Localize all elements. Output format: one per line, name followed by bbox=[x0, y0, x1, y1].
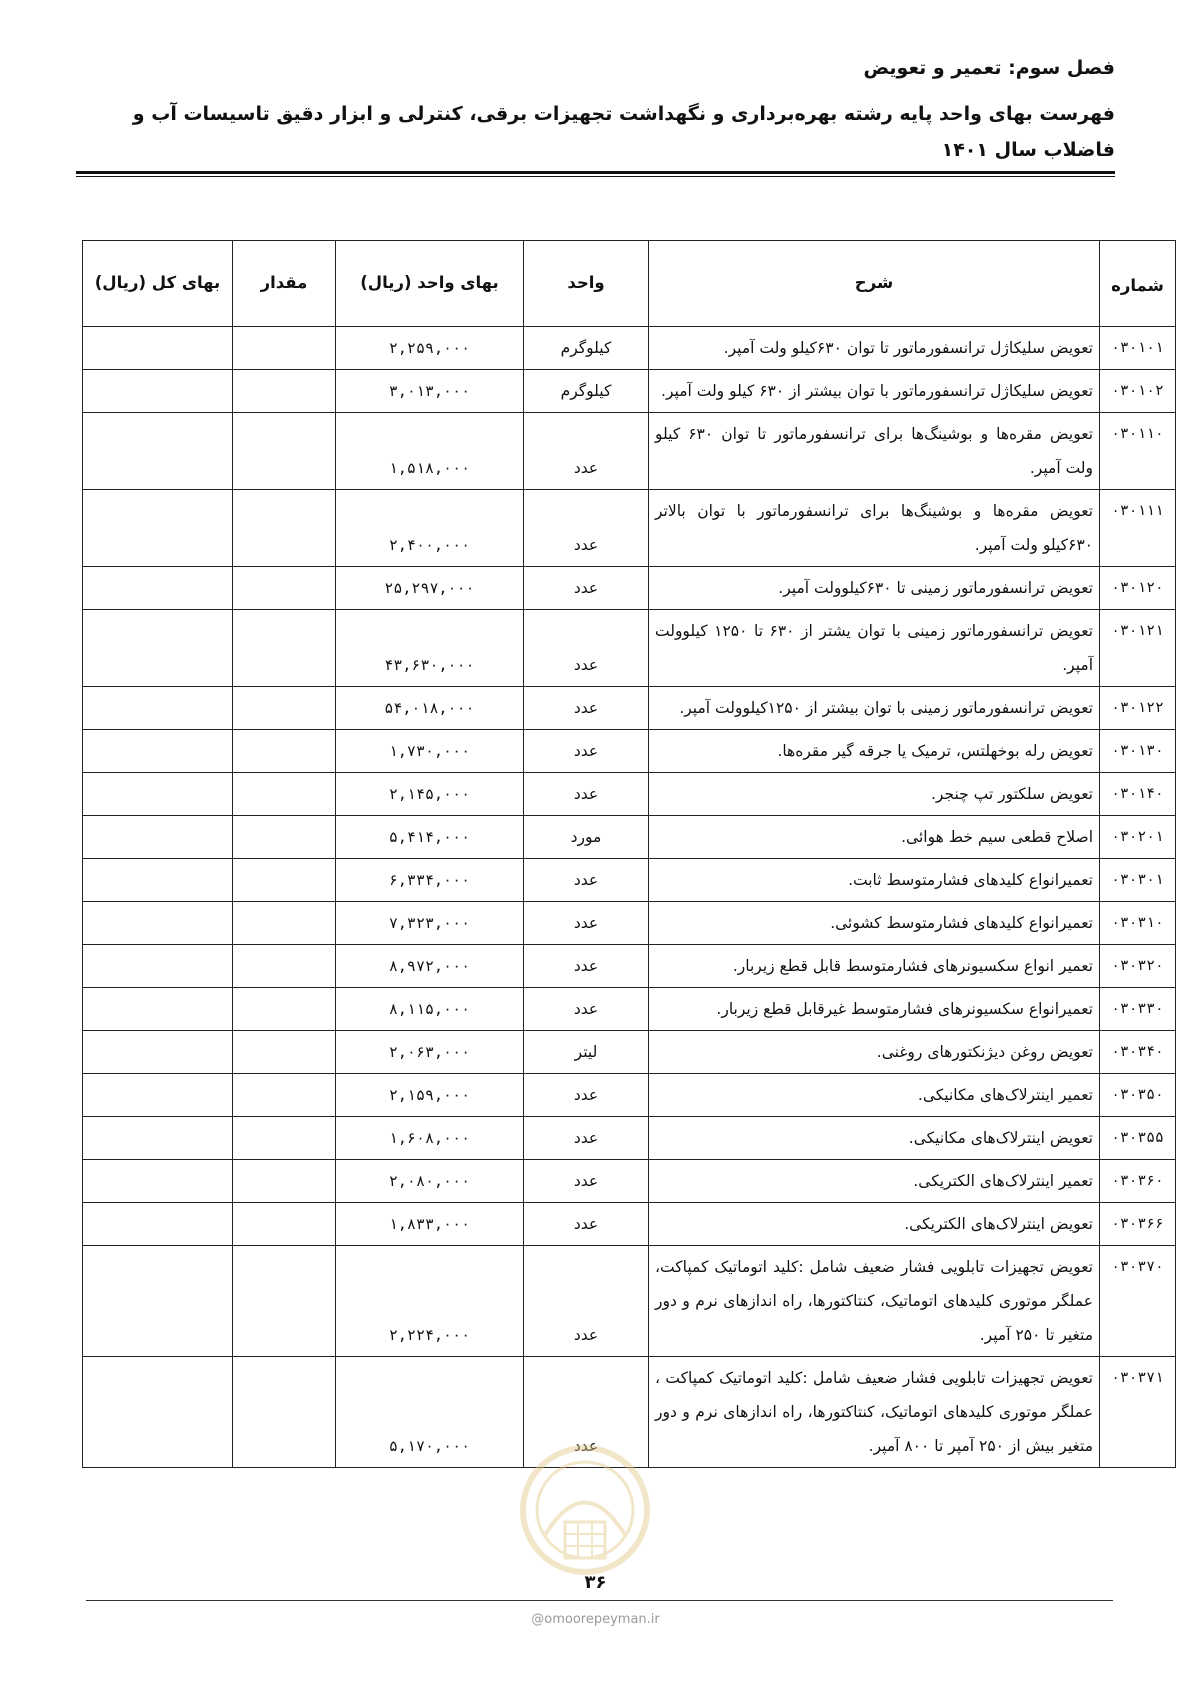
cell-description: تعویض سلیکاژل ترانسفورماتور با توان بیشتر از ۶۳۰ کیلو ولت آمپر. bbox=[649, 370, 1100, 413]
cell-unit: عدد bbox=[524, 945, 649, 988]
header-rule-thin bbox=[76, 176, 1115, 177]
cell-quantity bbox=[233, 730, 336, 773]
cell-total-price bbox=[83, 1031, 233, 1074]
cell-description: تعویض اینترلاک‌های مکانیکی. bbox=[649, 1117, 1100, 1160]
table-row bbox=[83, 1117, 1176, 1160]
cell-description: تعویض روغن دیژنکتورهای روغنی. bbox=[649, 1031, 1100, 1074]
cell-quantity bbox=[233, 1246, 336, 1357]
table-row bbox=[83, 370, 1176, 413]
cell-unit-price: ۲,۰۸۰,۰۰۰ bbox=[336, 1160, 524, 1203]
cell-total-price bbox=[83, 1074, 233, 1117]
cell-code: ۰۳۰۳۶۰ bbox=[1100, 1160, 1176, 1203]
seal-logo-icon bbox=[515, 1440, 655, 1590]
cell-quantity bbox=[233, 1357, 336, 1468]
cell-description: تعویض اینترلاک‌های الکتریکی. bbox=[649, 1203, 1100, 1246]
cell-unit-price: ۶,۳۳۴,۰۰۰ bbox=[336, 859, 524, 902]
cell-quantity bbox=[233, 859, 336, 902]
cell-description: تعویض ترانسفورماتور زمینی تا ۶۳۰کیلوولت آمپر. bbox=[649, 567, 1100, 610]
cell-unit-price: ۲۵,۲۹۷,۰۰۰ bbox=[336, 567, 524, 610]
table-row bbox=[83, 902, 1176, 945]
cell-total-price bbox=[83, 413, 233, 490]
cell-code: ۰۳۰۳۴۰ bbox=[1100, 1031, 1176, 1074]
header-rule-thick bbox=[76, 171, 1115, 174]
cell-description: تعویض ترانسفورماتور زمینی با توان بیشتر از ۱۲۵۰کیلوولت آمپر. bbox=[649, 687, 1100, 730]
cell-unit-price: ۲,۱۵۹,۰۰۰ bbox=[336, 1074, 524, 1117]
table-row bbox=[83, 1246, 1176, 1357]
cell-code: ۰۳۰۳۱۰ bbox=[1100, 902, 1176, 945]
column-header-description: شرح bbox=[649, 241, 1100, 327]
cell-quantity bbox=[233, 902, 336, 945]
page-header bbox=[76, 55, 1115, 168]
cell-unit: عدد bbox=[524, 413, 649, 490]
table-row bbox=[83, 1031, 1176, 1074]
cell-unit: عدد bbox=[524, 1160, 649, 1203]
cell-description: اصلاح قطعی سیم خط هوائی. bbox=[649, 816, 1100, 859]
cell-description: تعمیرانواع کلیدهای فشارمتوسط کشوئی. bbox=[649, 902, 1100, 945]
cell-unit-price: ۲,۲۵۹,۰۰۰ bbox=[336, 327, 524, 370]
cell-code: ۰۳۰۱۴۰ bbox=[1100, 773, 1176, 816]
table-row bbox=[83, 730, 1176, 773]
table-row bbox=[83, 816, 1176, 859]
document-subtitle: فهرست بهای واحد پایه رشته بهره‌برداری و نگهداشت تجهیزات برقی، کنترلی و ابزار دقیق تاسیسات آب و فاضلاب سال ۱۴۰۱ bbox=[132, 102, 1115, 161]
cell-description: تعمیر اینترلاک‌های مکانیکی. bbox=[649, 1074, 1100, 1117]
cell-unit: عدد bbox=[524, 1117, 649, 1160]
cell-code: ۰۳۰۱۲۲ bbox=[1100, 687, 1176, 730]
table-row bbox=[83, 610, 1176, 687]
cell-quantity bbox=[233, 816, 336, 859]
table-row bbox=[83, 1160, 1176, 1203]
cell-unit-price: ۱,۵۱۸,۰۰۰ bbox=[336, 413, 524, 490]
chapter-title: فصل سوم: تعمیر و تعویض bbox=[863, 57, 1115, 79]
cell-unit-price: ۲,۲۲۴,۰۰۰ bbox=[336, 1246, 524, 1357]
cell-total-price bbox=[83, 1160, 233, 1203]
cell-code: ۰۳۰۱۱۱ bbox=[1100, 490, 1176, 567]
cell-unit-price: ۸,۱۱۵,۰۰۰ bbox=[336, 988, 524, 1031]
table-row bbox=[83, 945, 1176, 988]
table-row bbox=[83, 327, 1176, 370]
cell-unit-price: ۳,۰۱۳,۰۰۰ bbox=[336, 370, 524, 413]
cell-code: ۰۳۰۱۲۱ bbox=[1100, 610, 1176, 687]
cell-code: ۰۳۰۳۷۱ bbox=[1100, 1357, 1176, 1468]
cell-unit: کیلوگرم bbox=[524, 327, 649, 370]
cell-description: تعویض رله بوخهلتس، ترمیک یا جرقه گیر مقره‌ها. bbox=[649, 730, 1100, 773]
cell-total-price bbox=[83, 816, 233, 859]
cell-unit: عدد bbox=[524, 687, 649, 730]
price-list-table bbox=[82, 240, 1176, 1468]
cell-quantity bbox=[233, 773, 336, 816]
cell-quantity bbox=[233, 327, 336, 370]
table-body bbox=[83, 327, 1176, 1468]
cell-quantity bbox=[233, 370, 336, 413]
cell-total-price bbox=[83, 859, 233, 902]
cell-code: ۰۳۰۱۲۰ bbox=[1100, 567, 1176, 610]
cell-unit: عدد bbox=[524, 859, 649, 902]
cell-unit: عدد bbox=[524, 1074, 649, 1117]
cell-code: ۰۳۰۱۰۱ bbox=[1100, 327, 1176, 370]
table-row bbox=[83, 567, 1176, 610]
cell-code: ۰۳۰۳۰۱ bbox=[1100, 859, 1176, 902]
cell-unit-price: ۲,۱۴۵,۰۰۰ bbox=[336, 773, 524, 816]
cell-quantity bbox=[233, 1117, 336, 1160]
cell-quantity bbox=[233, 1074, 336, 1117]
cell-total-price bbox=[83, 490, 233, 567]
cell-code: ۰۳۰۳۵۵ bbox=[1100, 1117, 1176, 1160]
cell-quantity bbox=[233, 945, 336, 988]
cell-total-price bbox=[83, 1117, 233, 1160]
page-number: ۳۶ bbox=[584, 1572, 607, 1593]
cell-code: ۰۳۰۳۵۰ bbox=[1100, 1074, 1176, 1117]
cell-unit-price: ۱,۶۰۸,۰۰۰ bbox=[336, 1117, 524, 1160]
cell-total-price bbox=[83, 730, 233, 773]
cell-code: ۰۳۰۳۷۰ bbox=[1100, 1246, 1176, 1357]
table-row bbox=[83, 687, 1176, 730]
table-header-row bbox=[83, 241, 1176, 327]
table-row bbox=[83, 859, 1176, 902]
cell-description: تعمیر اینترلاک‌های الکتریکی. bbox=[649, 1160, 1100, 1203]
cell-unit: کیلوگرم bbox=[524, 370, 649, 413]
cell-description: تعویض تجهیزات تابلویی فشار ضعیف شامل :کلید اتوماتیک کمپاکت ، عملگر موتوری کلیدهای اتوماتیک، کنتاکتورها، راه اندازهای نرم و دور متغیر بیش از ۲۵۰ آمپر تا ۸۰۰ آمپر. bbox=[649, 1357, 1100, 1468]
cell-quantity bbox=[233, 567, 336, 610]
table-row bbox=[83, 1203, 1176, 1246]
cell-code: ۰۳۰۱۳۰ bbox=[1100, 730, 1176, 773]
cell-quantity bbox=[233, 610, 336, 687]
cell-unit: عدد bbox=[524, 730, 649, 773]
cell-total-price bbox=[83, 988, 233, 1031]
cell-code: ۰۳۰۲۰۱ bbox=[1100, 816, 1176, 859]
cell-quantity bbox=[233, 1203, 336, 1246]
cell-unit-price: ۲,۴۰۰,۰۰۰ bbox=[336, 490, 524, 567]
cell-quantity bbox=[233, 1031, 336, 1074]
cell-description: تعویض تجهیزات تابلویی فشار ضعیف شامل :کلید اتوماتیک کمپاکت، عملگر موتوری کلیدهای اتوماتیک، کنتاکتورها، راه اندازهای نرم و دور متغیر تا ۲۵۰ آمپر. bbox=[649, 1246, 1100, 1357]
cell-description: تعویض سلیکاژل ترانسفورماتور تا توان ۶۳۰کیلو ولت آمپر. bbox=[649, 327, 1100, 370]
cell-unit: عدد bbox=[524, 988, 649, 1031]
column-header-quantity: مقدار bbox=[233, 241, 336, 327]
cell-unit: عدد bbox=[524, 610, 649, 687]
cell-unit-price: ۵,۱۷۰,۰۰۰ bbox=[336, 1357, 524, 1468]
cell-total-price bbox=[83, 327, 233, 370]
cell-description: تعمیرانواع کلیدهای فشارمتوسط ثابت. bbox=[649, 859, 1100, 902]
cell-description: تعویض مقره‌ها و بوشینگ‌ها برای ترانسفورماتور تا توان ۶۳۰ کیلو ولت آمپر. bbox=[649, 413, 1100, 490]
cell-total-price bbox=[83, 1246, 233, 1357]
column-header-code: شماره bbox=[1100, 241, 1176, 327]
cell-description: تعمیرانواع سکسیونرهای فشارمتوسط غیرقابل قطع زیربار. bbox=[649, 988, 1100, 1031]
cell-total-price bbox=[83, 945, 233, 988]
cell-unit: لیتر bbox=[524, 1031, 649, 1074]
cell-unit-price: ۵۴,۰۱۸,۰۰۰ bbox=[336, 687, 524, 730]
cell-unit: عدد bbox=[524, 902, 649, 945]
column-header-total-price: بهای کل (ریال) bbox=[83, 241, 233, 327]
cell-unit-price: ۲,۰۶۳,۰۰۰ bbox=[336, 1031, 524, 1074]
table-row bbox=[83, 988, 1176, 1031]
cell-description: تعویض ترانسفورماتور زمینی با توان یشتر از ۶۳۰ تا ۱۲۵۰ کیلوولت آمپر. bbox=[649, 610, 1100, 687]
cell-total-price bbox=[83, 1357, 233, 1468]
cell-description: تعمیر انواع سکسیونرهای فشارمتوسط قابل قطع زیربار. bbox=[649, 945, 1100, 988]
website-watermark: @omoorepeyman.ir bbox=[531, 1612, 660, 1627]
cell-description: تعویض سلکتور تپ چنجر. bbox=[649, 773, 1100, 816]
cell-quantity bbox=[233, 988, 336, 1031]
cell-unit-price: ۷,۳۲۳,۰۰۰ bbox=[336, 902, 524, 945]
cell-unit: مورد bbox=[524, 816, 649, 859]
cell-unit: عدد bbox=[524, 567, 649, 610]
table-row bbox=[83, 1074, 1176, 1117]
cell-code: ۰۳۰۳۳۰ bbox=[1100, 988, 1176, 1031]
cell-total-price bbox=[83, 370, 233, 413]
cell-total-price bbox=[83, 902, 233, 945]
cell-description: تعویض مقره‌ها و بوشینگ‌ها برای ترانسفورماتور با توان بالاتر ۶۳۰کیلو ولت آمپر. bbox=[649, 490, 1100, 567]
cell-unit-price: ۸,۹۷۲,۰۰۰ bbox=[336, 945, 524, 988]
cell-quantity bbox=[233, 687, 336, 730]
cell-total-price bbox=[83, 567, 233, 610]
cell-total-price bbox=[83, 610, 233, 687]
cell-unit: عدد bbox=[524, 1246, 649, 1357]
cell-total-price bbox=[83, 773, 233, 816]
cell-code: ۰۳۰۳۶۶ bbox=[1100, 1203, 1176, 1246]
table-row bbox=[83, 490, 1176, 567]
cell-unit: عدد bbox=[524, 490, 649, 567]
cell-unit-price: ۵,۴۱۴,۰۰۰ bbox=[336, 816, 524, 859]
cell-unit: عدد bbox=[524, 773, 649, 816]
cell-code: ۰۳۰۱۱۰ bbox=[1100, 413, 1176, 490]
cell-quantity bbox=[233, 490, 336, 567]
cell-unit: عدد bbox=[524, 1203, 649, 1246]
cell-unit-price: ۴۳,۶۳۰,۰۰۰ bbox=[336, 610, 524, 687]
cell-code: ۰۳۰۳۲۰ bbox=[1100, 945, 1176, 988]
cell-unit-price: ۱,۷۳۰,۰۰۰ bbox=[336, 730, 524, 773]
cell-total-price bbox=[83, 687, 233, 730]
table-row bbox=[83, 773, 1176, 816]
cell-unit-price: ۱,۸۳۳,۰۰۰ bbox=[336, 1203, 524, 1246]
cell-quantity bbox=[233, 413, 336, 490]
column-header-unit-price: بهای واحد (ریال) bbox=[336, 241, 524, 327]
table-row bbox=[83, 413, 1176, 490]
column-header-unit: واحد bbox=[524, 241, 649, 327]
cell-quantity bbox=[233, 1160, 336, 1203]
cell-unit: عدد bbox=[524, 1357, 649, 1468]
cell-total-price bbox=[83, 1203, 233, 1246]
cell-code: ۰۳۰۱۰۲ bbox=[1100, 370, 1176, 413]
footer-rule bbox=[86, 1600, 1113, 1601]
